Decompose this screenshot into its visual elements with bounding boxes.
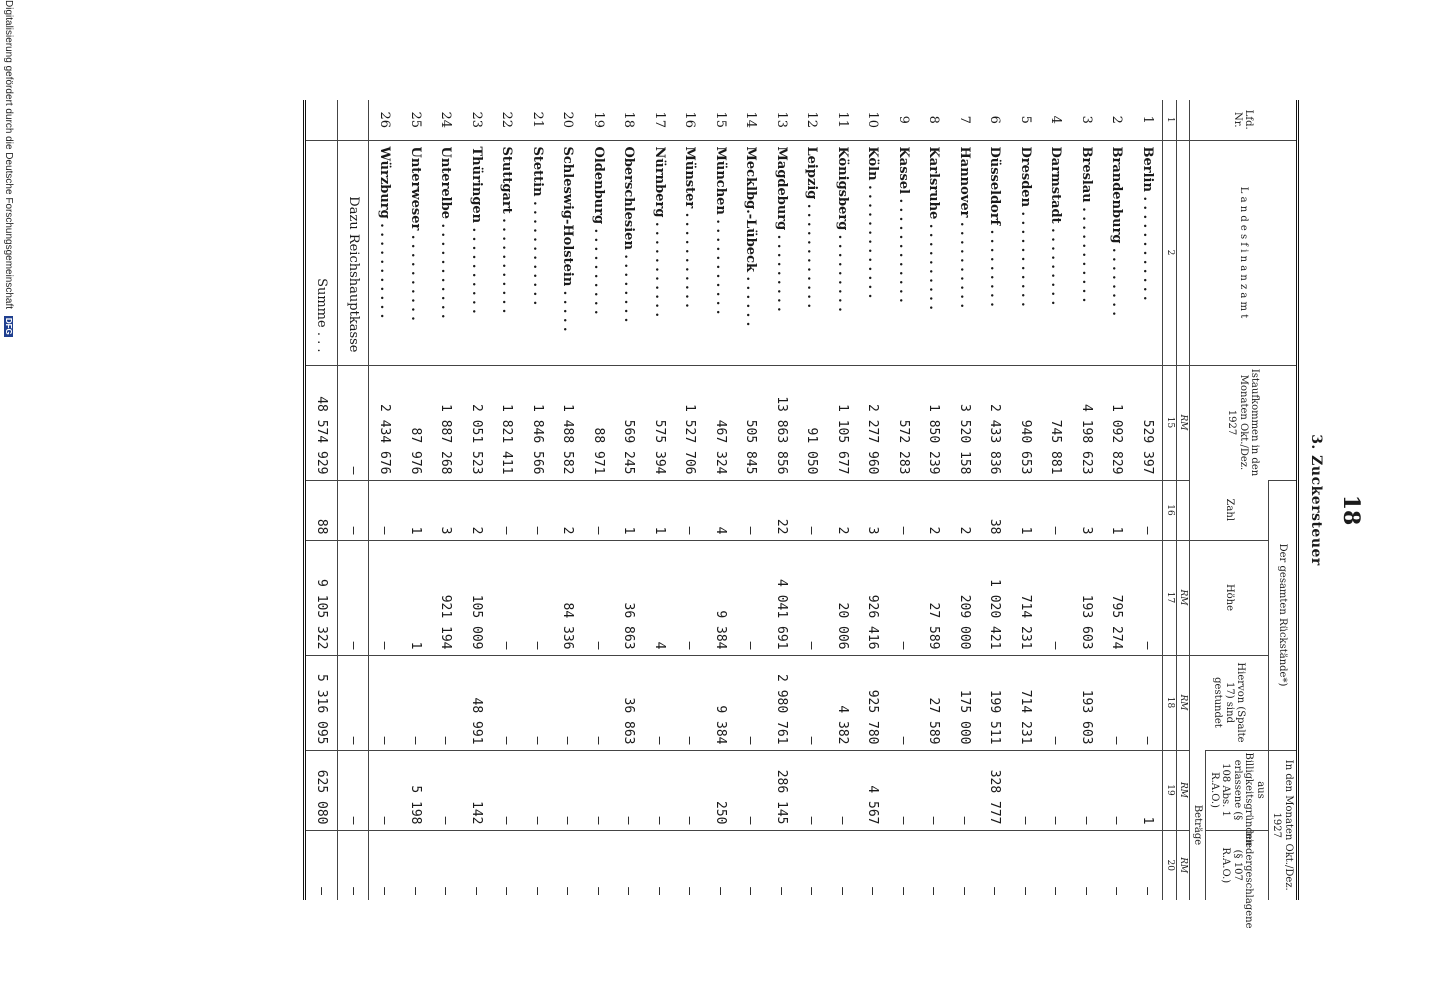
cell-hoehe: — [674,540,705,655]
cell-billig: 5 198 [400,750,431,830]
page-number: 18 [1338,494,1364,526]
cell-gestundet: — [369,655,400,750]
cell-gestundet: 4 382 [827,655,858,750]
row-number [337,100,369,140]
cell-billig: 4 567 [857,750,888,830]
table-row [522,100,553,900]
cell-billig: — [430,750,461,830]
cell-billig: — [918,750,949,830]
row-name: Nürnberg . . . . . . . . . . . [644,140,675,365]
unit-cell: RM [1176,540,1189,655]
cell-billig: — [827,750,858,830]
unit-cell [1176,480,1189,540]
cell-billig: — [1101,750,1132,830]
cell-zahl: 2 [949,480,980,540]
table-row [613,100,644,900]
cell-nieder: — [337,830,369,900]
table-body [305,100,1163,900]
row-name: Brandenburg . . . . . . . . [1101,140,1132,365]
column-number: 1 [1163,100,1176,140]
row-number: 11 [834,111,850,129]
cell-hoehe: 714 231 [1010,540,1041,655]
cell-zahl: 3 [857,480,888,540]
header-in-den-monaten: In den Monaten Okt./Dez. 1927 [1269,750,1298,900]
row-name: Köln . . . . . . . . . . . . . [857,140,888,365]
cell-zahl: 3 [430,480,461,540]
row-name: Darmstadt . . . . . . . . . [1040,140,1071,365]
cell-istaufkommen: 505 845 [735,365,766,480]
cell-billig: — [796,750,827,830]
table-row [400,100,431,900]
cell-nieder: — [522,830,553,900]
cell-gestundet: — [796,655,827,750]
header-gesamt-rueckstaende: Der gesamten Rückstände*) [1269,480,1298,750]
cell-istaufkommen: 529 397 [1132,365,1163,480]
cell-nieder: — [949,830,980,900]
cell-istaufkommen: 745 881 [1040,365,1071,480]
row-name: Stettin . . . . . . . . . . . . [522,140,553,365]
cell-hoehe: — [522,540,553,655]
cell-zahl: — [1132,480,1163,540]
column-number: 16 [1163,480,1176,540]
cell-istaufkommen: 3 520 158 [949,365,980,480]
cell-hoehe: — [796,540,827,655]
dfg-logo: DFG [4,317,14,335]
row-name: Düsseldorf . . . . . . . . . [979,140,1010,365]
cell-zahl: 2 [918,480,949,540]
cell-zahl: — [369,480,400,540]
row-number: 26 [377,111,393,129]
cell-hoehe: — [337,540,369,655]
row-name: Breslau . . . . . . . . . . . [1071,140,1102,365]
header-betraege: Beträge [1190,750,1207,900]
cell-hoehe: 4 [644,540,675,655]
cell-nieder: — [674,830,705,900]
cell-zahl: 1 [613,480,644,540]
table-row [918,100,949,900]
column-number: 17 [1163,540,1176,655]
row-number: 4 [1048,115,1064,124]
cell-nieder: — [400,830,431,900]
cell-billig: — [583,750,614,830]
cell-istaufkommen: 1 527 706 [674,365,705,480]
cell-hoehe: 20 006 [827,540,858,655]
cell-zahl: — [888,480,919,540]
table-row [1101,100,1132,900]
cell-billig: — [1071,750,1102,830]
row-name: Oberschlesien . . . . . . . . [613,140,644,365]
row-name: Hannover . . . . . . . . . . [949,140,980,365]
cell-zahl: 38 [979,480,1010,540]
cell-billig: 1 [1132,750,1163,830]
cell-nieder: — [705,830,736,900]
table-row [857,100,888,900]
cell-nieder: — [857,830,888,900]
cell-billig: — [674,750,705,830]
cell-gestundet: 27 589 [918,655,949,750]
cell-hoehe: — [1132,540,1163,655]
table-row [430,100,461,900]
row-number [305,100,338,140]
cell-nieder: — [305,830,338,900]
cell-gestundet: — [522,655,553,750]
header-niederge: niedergeschlagene (§ 107 R.A.O.) [1206,830,1269,900]
cell-billig: — [369,750,400,830]
column-number: 15 [1163,365,1176,480]
row-number: 20 [560,111,576,129]
row-number: 5 [1017,115,1033,124]
reichshauptkasse-row [337,100,369,900]
cell-hoehe: 9 105 322 [305,540,338,655]
digitization-note-text: Digitalisierung gefördert durch die Deutsche Forschungsgemeinschaft [3,0,14,310]
cell-billig: 286 145 [766,750,797,830]
cell-hoehe: 4 041 691 [766,540,797,655]
unit-cell: RM [1176,655,1189,750]
table-row [888,100,919,900]
cell-gestundet: — [430,655,461,750]
row-name: Kassel . . . . . . . . . . . . [888,140,919,365]
header-landesfinanzamt: L a n d e s f i n a n z a m t [1190,140,1298,365]
cell-billig: — [888,750,919,830]
row-number: 3 [1078,115,1094,124]
cell-zahl: — [491,480,522,540]
cell-istaufkommen: 91 050 [796,365,827,480]
row-name: Leipzig . . . . . . . . . . . . [796,140,827,365]
table-row [766,100,797,900]
cell-istaufkommen: 467 324 [705,365,736,480]
cell-gestundet: 48 991 [461,655,492,750]
row-name: Berlin . . . . . . . . . . . . [1132,140,1163,365]
summe-row [305,100,338,900]
header-lfd-nr: Lfd. Nr. [1190,100,1298,140]
cell-nieder: — [918,830,949,900]
row-number: 9 [895,115,911,124]
cell-gestundet: — [337,655,369,750]
cell-hoehe: 926 416 [857,540,888,655]
cell-istaufkommen: 88 971 [583,365,614,480]
row-name: Königsberg . . . . . . . . . [827,140,858,365]
cell-gestundet: — [735,655,766,750]
cell-nieder: — [491,830,522,900]
cell-istaufkommen: 1 092 829 [1101,365,1132,480]
row-name: Unterelbe . . . . . . . . . . . [430,140,461,365]
cell-nieder: — [1071,830,1102,900]
cell-zahl: 2 [552,480,583,540]
cell-zahl: 2 [461,480,492,540]
unit-cell [1176,140,1189,365]
cell-nieder: — [827,830,858,900]
cell-nieder: — [613,830,644,900]
cell-gestundet: — [888,655,919,750]
cell-gestundet: 9 384 [705,655,736,750]
table-row [1040,100,1071,900]
unit-cell [1176,100,1189,140]
row-number: 14 [743,111,759,129]
header-zahl: Zahl [1190,480,1269,540]
cell-istaufkommen: 1 105 677 [827,365,858,480]
cell-nieder: — [552,830,583,900]
row-number: 2 [1109,115,1125,124]
cell-istaufkommen: 940 653 [1010,365,1041,480]
cell-billig: — [644,750,675,830]
cell-zahl: — [796,480,827,540]
cell-istaufkommen: 2 051 523 [461,365,492,480]
cell-hoehe: 84 336 [552,540,583,655]
cell-billig: — [337,750,369,830]
cell-hoehe: — [369,540,400,655]
row-number: 1 [1139,115,1155,124]
cell-zahl: 88 [305,480,338,540]
cell-hoehe: 27 589 [918,540,949,655]
cell-hoehe: 921 194 [430,540,461,655]
row-number: 13 [773,111,789,129]
cell-istaufkommen: 1 821 411 [491,365,522,480]
cell-billig: — [949,750,980,830]
cell-gestundet: — [1101,655,1132,750]
cell-hoehe: — [1040,540,1071,655]
cell-nieder: — [430,830,461,900]
cell-istaufkommen: 1 850 239 [918,365,949,480]
cell-gestundet: 175 000 [949,655,980,750]
cell-billig: 328 777 [979,750,1010,830]
row-number: 15 [712,111,728,129]
table-row [552,100,583,900]
cell-zahl: 1 [1101,480,1132,540]
cell-istaufkommen: 13 863 856 [766,365,797,480]
cell-gestundet: 199 511 [979,655,1010,750]
digitization-note [3,0,14,1000]
cell-billig: — [613,750,644,830]
cell-gestundet: 714 231 [1010,655,1041,750]
table-row [491,100,522,900]
table-row [674,100,705,900]
row-name: Dazu Reichshauptkasse [337,140,369,365]
cell-zahl: — [674,480,705,540]
cell-istaufkommen: 4 198 623 [1071,365,1102,480]
cell-zahl: 22 [766,480,797,540]
cell-zahl: — [1040,480,1071,540]
row-number: 25 [407,111,423,129]
unit-cell: RM [1176,365,1189,480]
cell-gestundet: 2 980 761 [766,655,797,750]
cell-billig: — [735,750,766,830]
cell-gestundet: — [644,655,675,750]
cell-hoehe: — [735,540,766,655]
cell-zahl: — [337,480,369,540]
cell-billig: 250 [705,750,736,830]
cell-billig: — [1040,750,1071,830]
cell-hoehe: 9 384 [705,540,736,655]
cell-hoehe: — [888,540,919,655]
cell-istaufkommen: 575 394 [644,365,675,480]
table-row [827,100,858,900]
cell-istaufkommen: 2 434 676 [369,365,400,480]
cell-istaufkommen: 2 433 836 [979,365,1010,480]
tax-table [303,100,1299,929]
cell-nieder: — [369,830,400,900]
cell-nieder: — [766,830,797,900]
row-number: 8 [926,115,942,124]
cell-nieder: — [1040,830,1071,900]
cell-nieder: — [796,830,827,900]
header-istaufkommen: Istaufkommen in den Monaten Okt./Dez. 1927 [1190,365,1298,480]
unit-cell: RM [1176,830,1189,900]
row-number: 7 [956,115,972,124]
row-number: 23 [468,111,484,129]
table-row [1071,100,1102,900]
column-number: 20 [1163,830,1176,900]
cell-hoehe: — [583,540,614,655]
row-number: 21 [529,111,545,129]
cell-gestundet: — [674,655,705,750]
cell-gestundet: — [552,655,583,750]
cell-hoehe: 1 020 421 [979,540,1010,655]
row-number: 17 [651,111,667,129]
row-name: Magdeburg . . . . . . . . . [766,140,797,365]
cell-istaufkommen: 1 488 582 [552,365,583,480]
cell-zahl: 1 [644,480,675,540]
column-number: 19 [1163,750,1176,830]
cell-gestundet: — [400,655,431,750]
cell-zahl: 1 [400,480,431,540]
cell-nieder: — [644,830,675,900]
row-number: 6 [987,115,1003,124]
cell-hoehe: 1 [400,540,431,655]
cell-billig: — [1010,750,1041,830]
cell-istaufkommen: 1 846 566 [522,365,553,480]
cell-zahl: 2 [827,480,858,540]
cell-nieder: — [583,830,614,900]
column-number: 18 [1163,655,1176,750]
row-name: Summe . . . [305,140,338,365]
row-number: 22 [499,111,515,129]
cell-gestundet: — [1132,655,1163,750]
table-row [369,100,400,900]
column-number: 2 [1163,140,1176,365]
row-name: Dresden . . . . . . . . . . . [1010,140,1041,365]
row-name: Unterweser . . . . . . . . . . [400,140,431,365]
table-row [583,100,614,900]
cell-gestundet: — [1040,655,1071,750]
cell-istaufkommen: — [337,365,369,480]
cell-nieder: — [461,830,492,900]
table-row [735,100,766,900]
row-number: 12 [804,111,820,129]
section-title: 3. Zuckersteuer [1308,434,1324,566]
cell-hoehe: — [491,540,522,655]
cell-billig: 625 080 [305,750,338,830]
row-name: Karlsruhe . . . . . . . . . . [918,140,949,365]
table-row [461,100,492,900]
table-row [705,100,736,900]
row-number: 24 [438,111,454,129]
row-name: Würzburg . . . . . . . . . . . [369,140,400,365]
cell-gestundet: 5 316 095 [305,655,338,750]
header-hiervon: Hiervon (Spalte 17) sind gestundet [1190,655,1269,750]
cell-hoehe: 209 000 [949,540,980,655]
cell-zahl: 4 [705,480,736,540]
cell-nieder: — [735,830,766,900]
unit-cell: RM [1176,750,1189,830]
cell-zahl: — [583,480,614,540]
cell-hoehe: 36 863 [613,540,644,655]
cell-billig: — [552,750,583,830]
row-name: Schleswig-Holstein . . . . . [552,140,583,365]
cell-istaufkommen: 572 283 [888,365,919,480]
cell-hoehe: 105 009 [461,540,492,655]
cell-nieder: — [1101,830,1132,900]
cell-nieder: — [888,830,919,900]
table-row [796,100,827,900]
cell-billig: — [522,750,553,830]
cell-nieder: — [979,830,1010,900]
table-row [1132,100,1163,900]
cell-zahl: — [522,480,553,540]
cell-nieder: — [1010,830,1041,900]
cell-hoehe: 193 603 [1071,540,1102,655]
row-name: München . . . . . . . . . . . [705,140,736,365]
cell-istaufkommen: 48 574 929 [305,365,338,480]
table-row [949,100,980,900]
cell-zahl: 1 [1010,480,1041,540]
row-name: Mecklbg.-Lübeck . . . . . . [735,140,766,365]
cell-istaufkommen: 1 887 268 [430,365,461,480]
cell-billig: 142 [461,750,492,830]
cell-gestundet: — [491,655,522,750]
cell-istaufkommen: 569 245 [613,365,644,480]
table-row [979,100,1010,900]
row-name: Oldenburg . . . . . . . . . . [583,140,614,365]
cell-gestundet: — [583,655,614,750]
cell-zahl: 3 [1071,480,1102,540]
cell-gestundet: 925 780 [857,655,888,750]
row-name: Thüringen . . . . . . . . . . [461,140,492,365]
cell-nieder: — [1132,830,1163,900]
cell-billig: — [491,750,522,830]
cell-istaufkommen: 87 976 [400,365,431,480]
table-row [1010,100,1041,900]
row-number: 18 [621,111,637,129]
row-number: 19 [590,111,606,129]
cell-zahl: — [735,480,766,540]
cell-gestundet: 193 603 [1071,655,1102,750]
row-number: 16 [682,111,698,129]
cell-gestundet: 36 863 [613,655,644,750]
row-name: Münster . . . . . . . . . . . [674,140,705,365]
cell-istaufkommen: 2 277 960 [857,365,888,480]
row-name: Stuttgart . . . . . . . . . . . [491,140,522,365]
header-billig: aus Billigkeitsgründen erlassene (§ 108 Abs. 1 R.A.O.) [1206,750,1269,830]
cell-hoehe: 795 274 [1101,540,1132,655]
header-hoehe: Höhe [1190,540,1269,655]
table-row [644,100,675,900]
row-number: 10 [865,111,881,129]
